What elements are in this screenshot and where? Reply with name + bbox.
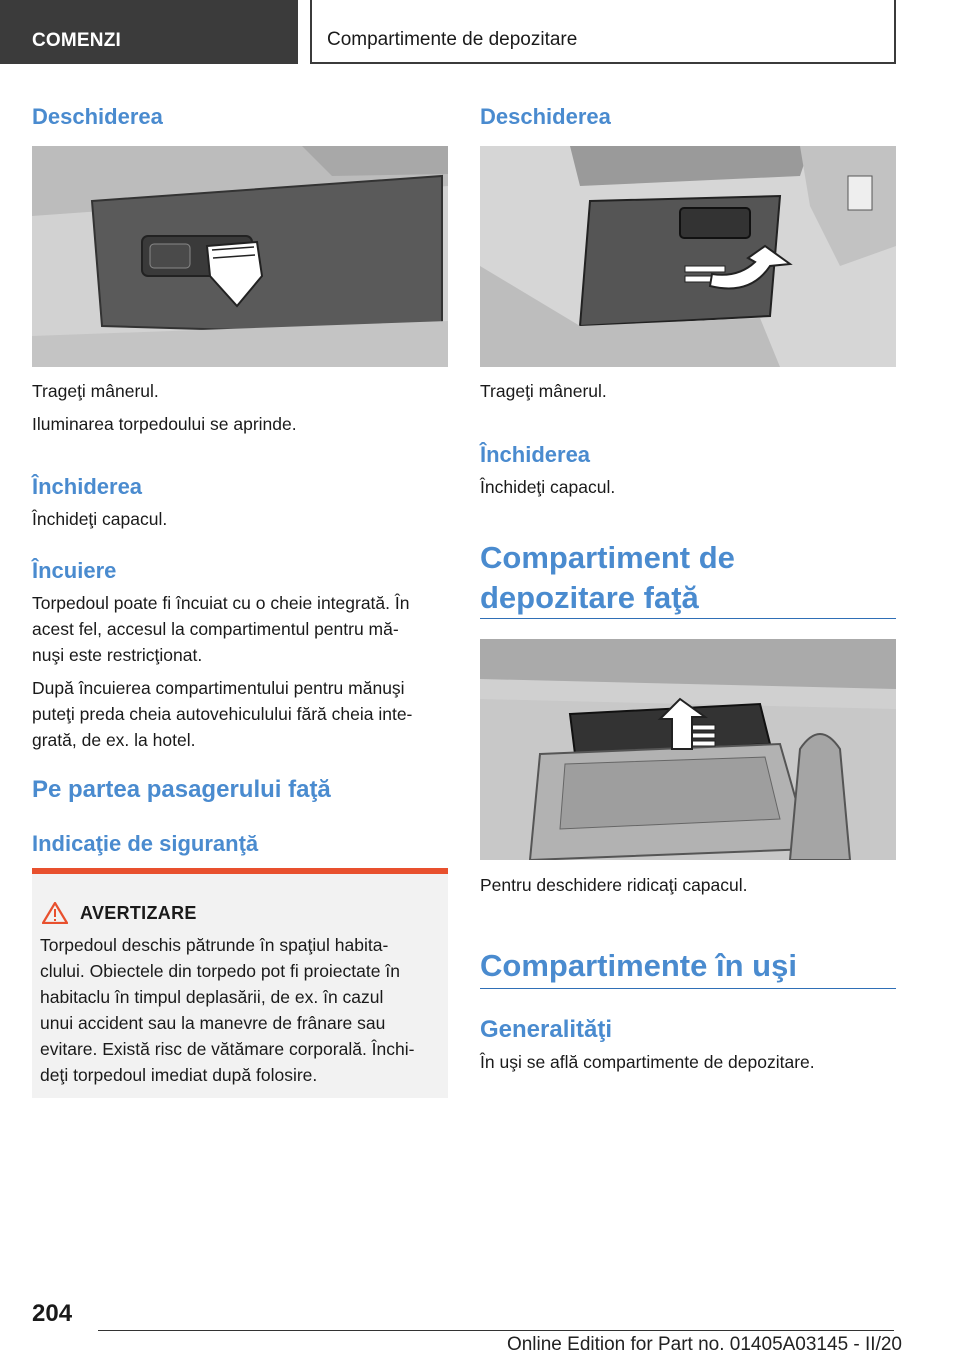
section-label: COMENZI xyxy=(32,30,122,51)
chapter-title: Compartimente de depozitare xyxy=(327,29,578,50)
glovebox-image xyxy=(32,146,448,367)
warning-label: AVERTIZARE xyxy=(80,902,197,923)
incuiere-line: acest fel, accesul la compartimentul pentru mă‐ xyxy=(32,619,399,639)
heading-line: depozitare faţă xyxy=(480,580,699,615)
heading-indicatie: Indicaţie de siguranţă xyxy=(32,831,259,856)
text-iluminarea: Iluminarea torpedoului se aprinde. xyxy=(32,414,297,434)
dupa-line: puteţi preda cheia autovehiculului fără cheia inte‐ xyxy=(32,704,413,724)
warning-line: deţi torpedoul imediat după folosire. xyxy=(40,1065,318,1085)
heading-generalitati: Generalităţi xyxy=(480,1016,613,1043)
section-rule xyxy=(480,988,896,989)
footer-rule xyxy=(98,1330,894,1331)
footer-edition: Online Edition for Part no. 01405A03145 - II/20 xyxy=(506,1334,902,1355)
dupa-line: După încuierea compartimentului pentru mănuşi xyxy=(32,678,405,698)
warning-box xyxy=(32,868,448,1098)
incuiere-line: nuşi este restricţionat. xyxy=(32,645,203,665)
text-pentru-deschidere: Pentru deschidere ridicaţi capacul. xyxy=(480,875,748,895)
page-number: 204 xyxy=(32,1300,73,1327)
warning-line: evitare. Există risc de vătămare corporală. Închi‐ xyxy=(40,1039,415,1059)
heading-deschiderea: Deschiderea xyxy=(480,104,611,129)
heading-compartimente-usi: Compartimente în uşi xyxy=(480,948,797,983)
text-trageti: Trageţi mânerul. xyxy=(480,381,607,401)
dupa-line: grată, de ex. la hotel. xyxy=(32,730,196,750)
lower-compartment-image xyxy=(480,146,896,367)
heading-inchiderea: Închiderea xyxy=(32,474,143,499)
heading-inchiderea: Închiderea xyxy=(480,442,591,467)
warning-triangle-icon xyxy=(42,902,68,924)
front-storage-image xyxy=(480,639,896,860)
heading-compartiment-fata xyxy=(480,538,735,618)
chapter-header xyxy=(310,0,896,64)
incuiere-line: Torpedoul poate fi încuiat cu o cheie integrată. În xyxy=(32,593,410,613)
text-usi: În uşi se află compartimente de depozitare. xyxy=(480,1052,815,1072)
warning-line: Torpedoul deschis pătrunde în spaţiul habita‐ xyxy=(40,935,389,955)
warning-line: habitaclu în timpul deplasării, de ex. în cazul xyxy=(40,987,384,1007)
heading-pasager: Pe partea pasagerului faţă xyxy=(32,776,331,803)
heading-deschiderea: Deschiderea xyxy=(32,104,163,129)
warning-line: clului. Obiectele din torpedo pot fi proiectate în xyxy=(40,961,400,981)
section-tab xyxy=(0,0,298,64)
heading-line: Compartiment de xyxy=(480,540,735,575)
heading-incuiere: Încuiere xyxy=(32,558,117,583)
text-trageti: Trageţi mânerul. xyxy=(32,381,159,401)
text-inchideti: Închideţi capacul. xyxy=(480,477,616,497)
text-inchideti: Închideţi capacul. xyxy=(32,509,168,529)
warning-line: unui accident sau la manevre de frânare sau xyxy=(40,1013,386,1033)
section-rule xyxy=(480,618,896,619)
warning-header xyxy=(42,902,197,924)
